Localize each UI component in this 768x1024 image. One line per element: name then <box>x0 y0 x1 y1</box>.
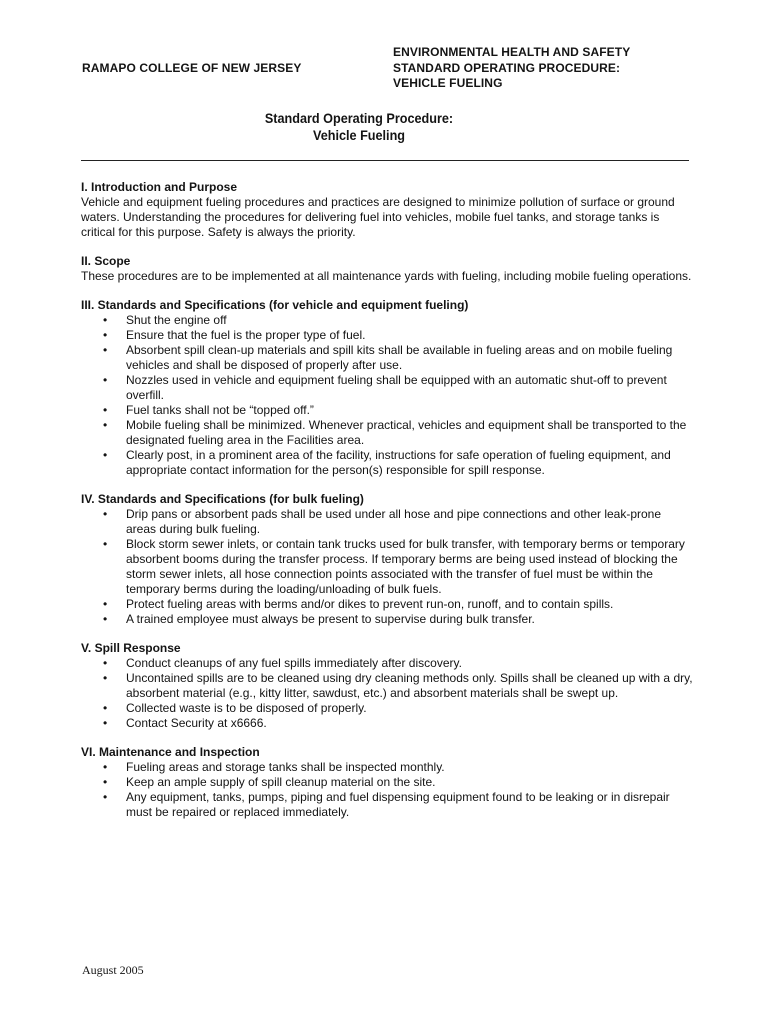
bullet-icon: • <box>103 790 108 804</box>
header-line-department: ENVIRONMENTAL HEALTH AND SAFETY <box>393 45 631 59</box>
list-item-text: Clearly post, in a prominent area of the facility, instructions for safe operation of fueling equipment, and appropriate contact information for the person(s) responsible for spill response. <box>126 448 671 477</box>
list-item-text: A trained employee must always be present to supervise during bulk transfer. <box>126 612 535 626</box>
bullet-icon: • <box>103 313 108 327</box>
bullet-icon: • <box>103 656 108 670</box>
list-item-text: Shut the engine off <box>126 313 227 327</box>
bullet-icon: • <box>103 597 108 611</box>
bullet-icon: • <box>103 343 108 357</box>
header-line-subject: VEHICLE FUELING <box>393 76 503 90</box>
list-item <box>81 701 693 716</box>
document-header <box>393 45 630 92</box>
list-item <box>81 448 693 478</box>
bullet-list <box>81 313 693 478</box>
list-item-text: Conduct cleanups of any fuel spills immediately after discovery. <box>126 656 462 670</box>
list-item-text: Protect fueling areas with berms and/or dikes to prevent run-on, runoff, and to contain spills. <box>126 597 614 611</box>
bullet-icon: • <box>103 418 108 432</box>
list-item-text: Any equipment, tanks, pumps, piping and fuel dispensing equipment found to be leaking or in disrepair must be repaired or replaced immediately. <box>126 790 670 819</box>
section <box>81 641 693 731</box>
list-item-text: Absorbent spill clean-up materials and spill kits shall be available in fueling areas and on mobile fueling vehicles and shall be disposed of properly after use. <box>126 343 673 372</box>
document-body <box>81 180 693 834</box>
section <box>81 492 693 627</box>
section-heading: V. Spill Response <box>81 641 181 655</box>
list-item-text: Block storm sewer inlets, or contain tank trucks used for bulk transfer, with temporary berms or temporary absorbent booms during the transfer process. If temporary berms are being used instead of blocking the storm sewer inlets, all hose connection points associated with the transfer of fuel must be within the temporary berms during the loading/unloading of bulk fuels. <box>126 537 685 596</box>
list-item <box>81 612 693 627</box>
bullet-icon: • <box>103 507 108 521</box>
list-item-text: Collected waste is to be disposed of properly. <box>126 701 367 715</box>
section-heading: II. Scope <box>81 254 131 268</box>
list-item <box>81 507 693 537</box>
list-item <box>81 656 693 671</box>
list-item-text: Keep an ample supply of spill cleanup material on the site. <box>126 775 436 789</box>
section-paragraph: Vehicle and equipment fueling procedures and practices are designed to minimize pollution of surface or ground waters. Understanding the procedures for delivering fuel into vehicles, mobile fuel tanks, and storage tanks is critical for this purpose. Safety is always the priority. <box>81 195 675 239</box>
bullet-icon: • <box>103 775 108 789</box>
bullet-list <box>81 656 693 731</box>
section-heading: III. Standards and Specifications (for vehicle and equipment fueling) <box>81 298 469 312</box>
bullet-icon: • <box>103 612 108 626</box>
list-item-text: Uncontained spills are to be cleaned using dry cleaning methods only. Spills shall be cleaned up with a dry, absorbent material (e.g., kitty litter, sawdust, etc.) and absorbent materials shall be swept up. <box>126 671 693 700</box>
bullet-icon: • <box>103 760 108 774</box>
list-item-text: Ensure that the fuel is the proper type of fuel. <box>126 328 366 342</box>
document-title <box>25 110 693 144</box>
list-item <box>81 597 693 612</box>
section-paragraph: These procedures are to be implemented at all maintenance yards with fueling, including mobile fueling operations. <box>81 269 692 283</box>
section-heading: IV. Standards and Specifications (for bulk fueling) <box>81 492 364 506</box>
title-line-2: Vehicle Fueling <box>312 128 406 143</box>
bullet-list <box>81 760 693 820</box>
list-item <box>81 328 693 343</box>
section <box>81 298 693 478</box>
list-item <box>81 760 693 775</box>
bullet-icon: • <box>103 373 108 387</box>
list-item <box>81 790 693 820</box>
list-item-text: Fueling areas and storage tanks shall be inspected monthly. <box>126 760 445 774</box>
list-item <box>81 775 693 790</box>
list-item <box>81 343 693 373</box>
list-item <box>81 671 693 701</box>
bullet-icon: • <box>103 716 108 730</box>
bullet-icon: • <box>103 537 108 551</box>
list-item-text: Fuel tanks shall not be “topped off.” <box>126 403 314 417</box>
list-item-text: Nozzles used in vehicle and equipment fueling shall be equipped with an automatic shut-off to prevent overfill. <box>126 373 667 402</box>
section-heading: VI. Maintenance and Inspection <box>81 745 260 759</box>
list-item-text: Mobile fueling shall be minimized. Whenever practical, vehicles and equipment shall be transported to the designated fueling area in the Facilities area. <box>126 418 687 447</box>
section <box>81 254 693 284</box>
bullet-icon: • <box>103 328 108 342</box>
bullet-icon: • <box>103 403 108 417</box>
list-item-text: Drip pans or absorbent pads shall be used under all hose and pipe connections and other leak-prone areas during bulk fueling. <box>126 507 662 536</box>
section <box>81 180 693 240</box>
header-line-doctype: STANDARD OPERATING PROCEDURE: <box>393 60 621 75</box>
footer-date: August 2005 <box>82 963 144 977</box>
list-item <box>81 313 693 328</box>
list-item <box>81 716 693 731</box>
bullet-icon: • <box>103 448 108 462</box>
title-divider <box>81 160 689 161</box>
title-line-1: Standard Operating Procedure: <box>264 111 454 126</box>
list-item <box>81 403 693 418</box>
list-item <box>81 373 693 403</box>
list-item-text: Contact Security at x6666. <box>126 716 267 730</box>
institution-name: RAMAPO COLLEGE OF NEW JERSEY <box>82 61 302 75</box>
list-item <box>81 418 693 448</box>
list-item <box>81 537 693 597</box>
section-heading: I. Introduction and Purpose <box>81 180 237 194</box>
section <box>81 745 693 820</box>
bullet-icon: • <box>103 701 108 715</box>
bullet-list <box>81 507 693 627</box>
bullet-icon: • <box>103 671 108 685</box>
